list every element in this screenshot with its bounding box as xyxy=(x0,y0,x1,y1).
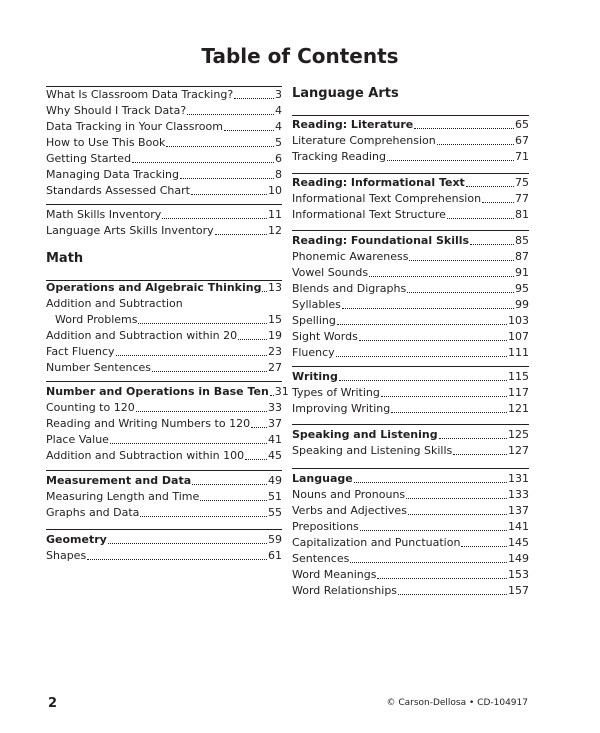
toc-entry[interactable] xyxy=(46,166,282,182)
toc-heading[interactable] xyxy=(292,368,529,384)
entry-page: 77 xyxy=(515,192,529,205)
toc-entry[interactable] xyxy=(292,442,529,458)
toc-entry[interactable] xyxy=(292,190,529,206)
entry-page: 125 xyxy=(508,428,529,441)
toc-entry[interactable] xyxy=(46,547,282,563)
entry-page: 55 xyxy=(268,506,282,519)
entry-label: Graphs and Data xyxy=(46,506,140,519)
dot-leader xyxy=(439,438,507,439)
entry-page: 99 xyxy=(515,298,529,311)
toc-entry[interactable] xyxy=(292,400,529,416)
dot-leader xyxy=(108,543,267,544)
dot-leader xyxy=(408,514,507,515)
dot-leader xyxy=(180,178,274,179)
toc-entry[interactable] xyxy=(46,447,282,463)
toc-entry[interactable] xyxy=(292,518,529,534)
dot-leader xyxy=(369,276,514,277)
dot-leader xyxy=(350,562,507,563)
toc-entry[interactable] xyxy=(292,582,529,598)
dot-leader xyxy=(200,500,267,501)
entry-page: 127 xyxy=(508,444,529,457)
entry-label: Operations and Algebraic Thinking xyxy=(46,281,262,294)
entry-label: Measuring Length and Time xyxy=(46,490,200,503)
dot-leader xyxy=(192,484,267,485)
entry-page: 5 xyxy=(275,136,282,149)
entry-label: Syllables xyxy=(292,298,341,311)
toc-heading[interactable] xyxy=(292,174,529,190)
entry-label: Geometry xyxy=(46,533,107,546)
dot-leader xyxy=(377,578,507,579)
divider xyxy=(292,424,529,425)
entry-label: Vowel Sounds xyxy=(292,266,369,279)
divider xyxy=(292,468,529,469)
entry-label: Prepositions xyxy=(292,520,359,533)
section-title-math: Math xyxy=(46,251,84,266)
entry-label: Reading and Writing Numbers to 120 xyxy=(46,417,251,430)
dot-leader xyxy=(337,324,507,325)
entry-label: Number and Operations in Base Ten xyxy=(46,385,269,398)
toc-entry[interactable] xyxy=(292,534,529,550)
dot-leader xyxy=(360,530,507,531)
toc-entry[interactable] xyxy=(46,415,282,431)
dot-leader xyxy=(136,411,267,412)
entry-page: 31 xyxy=(274,385,289,398)
entry-page: 157 xyxy=(508,584,529,597)
entry-page: 11 xyxy=(268,208,282,221)
entry-label: Getting Started xyxy=(46,152,132,165)
footer-credit: © Carson-Dellosa • CD-104917 xyxy=(386,698,528,708)
entry-page: 51 xyxy=(268,490,282,503)
entry-page: 41 xyxy=(268,433,282,446)
dot-leader xyxy=(336,356,507,357)
entry-label: Standards Assessed Chart xyxy=(46,184,190,197)
toc-entry[interactable] xyxy=(46,118,282,134)
toc-heading[interactable] xyxy=(292,426,529,442)
dot-leader xyxy=(407,292,514,293)
dot-leader xyxy=(482,202,514,203)
divider xyxy=(292,366,529,367)
toc-heading[interactable] xyxy=(292,470,529,486)
toc-entry[interactable] xyxy=(46,488,282,504)
entry-page: 131 xyxy=(508,472,529,485)
entry-label: Managing Data Tracking xyxy=(46,168,179,181)
divider xyxy=(46,470,282,471)
entry-page: 137 xyxy=(508,504,529,517)
toc-entry[interactable] xyxy=(46,182,282,198)
toc-entry[interactable] xyxy=(292,328,529,344)
entry-label: Informational Text Structure xyxy=(292,208,446,221)
entry-page: 59 xyxy=(268,533,282,546)
dot-leader xyxy=(342,308,514,309)
entry-page: 117 xyxy=(508,386,529,399)
entry-page: 10 xyxy=(268,184,282,197)
entry-label: Nouns and Pronouns xyxy=(292,488,406,501)
dot-leader xyxy=(132,162,274,163)
divider xyxy=(46,381,282,382)
divider xyxy=(46,529,282,530)
entry-page: 4 xyxy=(275,120,282,133)
toc-entry[interactable] xyxy=(292,312,529,328)
toc-entry[interactable] xyxy=(46,327,282,343)
entry-label: Shapes xyxy=(46,549,87,562)
section-title-language-arts: Language Arts xyxy=(292,86,399,101)
entry-page: 107 xyxy=(508,330,529,343)
dot-leader xyxy=(251,427,267,428)
entry-label: Phonemic Awareness xyxy=(292,250,409,263)
dot-leader xyxy=(224,130,274,131)
page-number: 2 xyxy=(48,696,58,711)
dot-leader xyxy=(262,291,267,292)
dot-leader xyxy=(234,98,274,99)
toc-entry[interactable] xyxy=(46,343,282,359)
dot-leader xyxy=(391,412,507,413)
entry-label: Word Relationships xyxy=(292,584,398,597)
toc-entry[interactable] xyxy=(292,206,529,222)
entry-label: Addition and Subtraction within 20 xyxy=(46,329,238,342)
entry-page: 141 xyxy=(508,520,529,533)
dot-leader xyxy=(238,339,267,340)
entry-label: Tracking Reading xyxy=(292,150,386,163)
dot-leader xyxy=(270,395,274,396)
entry-page: 49 xyxy=(268,474,282,487)
dot-leader xyxy=(398,594,507,595)
entry-label: What Is Classroom Data Tracking? xyxy=(46,88,234,101)
entry-page: 121 xyxy=(508,402,529,415)
entry-label: Capitalization and Punctuation xyxy=(292,536,461,549)
entry-page: 71 xyxy=(515,150,529,163)
entry-page: 133 xyxy=(508,488,529,501)
entry-label: Spelling xyxy=(292,314,336,327)
dot-leader xyxy=(152,371,267,372)
entry-page: 61 xyxy=(268,549,282,562)
entry-label: Word Meanings xyxy=(292,568,377,581)
entry-page: 81 xyxy=(515,208,529,221)
toc-entry[interactable] xyxy=(292,502,529,518)
dot-leader xyxy=(162,218,267,219)
toc-entry[interactable] xyxy=(292,132,529,148)
toc-entry[interactable] xyxy=(46,311,282,327)
entry-page: 12 xyxy=(268,224,282,237)
toc-entry[interactable] xyxy=(46,431,282,447)
entry-page: 23 xyxy=(268,345,282,358)
toc-entry[interactable] xyxy=(46,206,282,222)
entry-label: Literature Comprehension xyxy=(292,134,436,147)
toc-entry[interactable] xyxy=(46,295,282,311)
entry-page: 115 xyxy=(508,370,529,383)
entry-page: 33 xyxy=(268,401,282,414)
toc-entry[interactable] xyxy=(46,399,282,415)
entry-page: 85 xyxy=(515,234,529,247)
entry-page: 45 xyxy=(268,449,282,462)
toc-heading[interactable] xyxy=(46,383,289,399)
dot-leader xyxy=(354,482,507,483)
dot-leader xyxy=(245,459,267,460)
toc-heading[interactable] xyxy=(46,531,282,547)
entry-page: 67 xyxy=(515,134,529,147)
entry-page: 91 xyxy=(515,266,529,279)
entry-page: 153 xyxy=(508,568,529,581)
dot-leader xyxy=(87,559,267,560)
entry-label: Fact Fluency xyxy=(46,345,115,358)
dot-leader xyxy=(166,146,274,147)
entry-label: Reading: Informational Text xyxy=(292,176,465,189)
toc-entry[interactable] xyxy=(292,566,529,582)
entry-page: 145 xyxy=(508,536,529,549)
dot-leader xyxy=(437,144,514,145)
toc-entry[interactable] xyxy=(46,134,282,150)
entry-page: 37 xyxy=(268,417,282,430)
entry-label: Writing xyxy=(292,370,338,383)
toc-entry[interactable] xyxy=(292,550,529,566)
toc-entry[interactable] xyxy=(292,148,529,164)
dot-leader xyxy=(138,323,267,324)
entry-label: Blends and Digraphs xyxy=(292,282,407,295)
entry-label: Sight Words xyxy=(292,330,358,343)
entry-page: 19 xyxy=(268,329,282,342)
entry-page: 6 xyxy=(275,152,282,165)
entry-page: 111 xyxy=(508,346,529,359)
entry-page: 27 xyxy=(268,361,282,374)
entry-page: 149 xyxy=(508,552,529,565)
dot-leader xyxy=(409,260,514,261)
toc-entry[interactable] xyxy=(292,486,529,502)
divider xyxy=(46,204,282,205)
dot-leader xyxy=(461,546,507,547)
toc-heading[interactable] xyxy=(292,232,529,248)
toc-entry[interactable] xyxy=(292,248,529,264)
entry-label: Addition and Subtraction within 100 xyxy=(46,449,245,462)
toc-entry[interactable] xyxy=(46,359,282,375)
entry-label: Types of Writing xyxy=(292,386,380,399)
dot-leader xyxy=(406,498,507,499)
entry-label: Addition and Subtraction xyxy=(46,297,183,310)
dot-leader xyxy=(215,234,267,235)
entry-page: 87 xyxy=(515,250,529,263)
entry-label: Improving Writing xyxy=(292,402,391,415)
toc-entry[interactable] xyxy=(46,102,282,118)
entry-label: Place Value xyxy=(46,433,109,446)
entry-label: Math Skills Inventory xyxy=(46,208,162,221)
entry-label: Word Problems xyxy=(55,313,138,326)
dot-leader xyxy=(470,244,514,245)
entry-label: Counting to 120 xyxy=(46,401,135,414)
entry-label: Sentences xyxy=(292,552,350,565)
dot-leader xyxy=(140,516,267,517)
toc-entry[interactable] xyxy=(46,504,282,520)
dot-leader xyxy=(447,218,514,219)
entry-label: Reading: Foundational Skills xyxy=(292,234,470,247)
entry-page: 95 xyxy=(515,282,529,295)
entry-page: 8 xyxy=(275,168,282,181)
entry-label: Number Sentences xyxy=(46,361,152,374)
dot-leader xyxy=(339,380,507,381)
entry-page: 103 xyxy=(508,314,529,327)
dot-leader xyxy=(381,396,507,397)
entry-page: 3 xyxy=(275,88,282,101)
toc-entry[interactable] xyxy=(292,344,529,360)
entry-label: Language Arts Skills Inventory xyxy=(46,224,214,237)
entry-label: Fluency xyxy=(292,346,335,359)
toc-entry[interactable] xyxy=(46,222,282,238)
dot-leader xyxy=(387,160,514,161)
dot-leader xyxy=(414,128,514,129)
toc-heading[interactable] xyxy=(46,279,282,295)
page-title: Table of Contents xyxy=(201,44,399,68)
dot-leader xyxy=(187,114,274,115)
entry-label: Verbs and Adjectives xyxy=(292,504,407,517)
entry-page: 15 xyxy=(268,313,282,326)
toc-entry[interactable] xyxy=(292,384,529,400)
entry-label: Speaking and Listening Skills xyxy=(292,444,453,457)
toc-heading[interactable] xyxy=(46,472,282,488)
divider xyxy=(292,230,529,231)
dot-leader xyxy=(191,194,267,195)
dot-leader xyxy=(466,186,514,187)
entry-label: Language xyxy=(292,472,353,485)
entry-label: How to Use This Book xyxy=(46,136,166,149)
entry-page: 13 xyxy=(268,281,282,294)
entry-page: 65 xyxy=(515,118,529,131)
toc-heading[interactable] xyxy=(292,116,529,132)
dot-leader xyxy=(453,454,507,455)
dot-leader xyxy=(110,443,267,444)
entry-label: Why Should I Track Data? xyxy=(46,104,187,117)
entry-label: Reading: Literature xyxy=(292,118,414,131)
toc-entry[interactable] xyxy=(292,264,529,280)
toc-entry[interactable] xyxy=(292,296,529,312)
entry-label: Measurement and Data xyxy=(46,474,192,487)
entry-label: Speaking and Listening xyxy=(292,428,438,441)
entry-label: Data Tracking in Your Classroom xyxy=(46,120,223,133)
toc-entry[interactable] xyxy=(292,280,529,296)
toc-entry[interactable] xyxy=(46,150,282,166)
dot-leader xyxy=(116,355,267,356)
entry-page: 75 xyxy=(515,176,529,189)
entry-page: 4 xyxy=(275,104,282,117)
entry-label: Informational Text Comprehension xyxy=(292,192,482,205)
dot-leader xyxy=(359,340,507,341)
toc-entry[interactable] xyxy=(46,86,282,102)
